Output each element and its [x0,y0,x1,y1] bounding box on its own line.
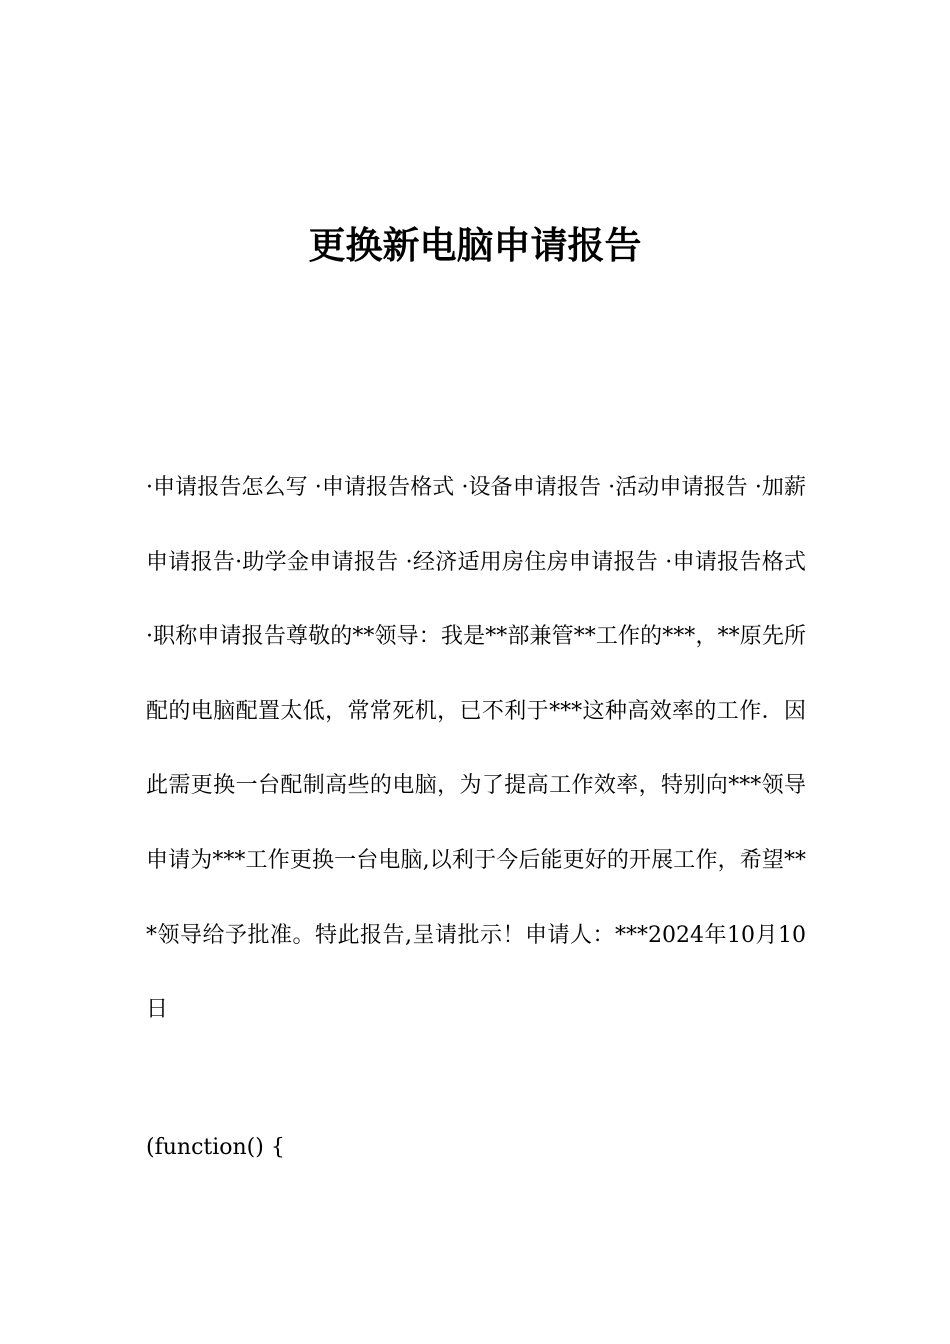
document-body-paragraph: ·申请报告怎么写 ·申请报告格式 ·设备申请报告 ·活动申请报告 ·加薪申请报告·助学金申请报告 ·经济适用房住房申请报告 ·申请报告格式 ·职称申请报告尊敬的**领导：我是**部兼管**工作的***，**原先所配的电脑配置太低，常常死机，已不利于***这种高效率的工作．因此需更换一台配制高些的电脑，为了提高工作效率，特别向***领导申请为***工作更换一台电脑,以利于今后能更好的开展工作，希望***领导给予批准。特此报告,呈请批示！申请人：***2024年10月10日 [146,475,806,1023]
code-fragment-text: (function() { [146,1135,285,1160]
document-title: 更换新电脑申请报告 [308,224,642,267]
